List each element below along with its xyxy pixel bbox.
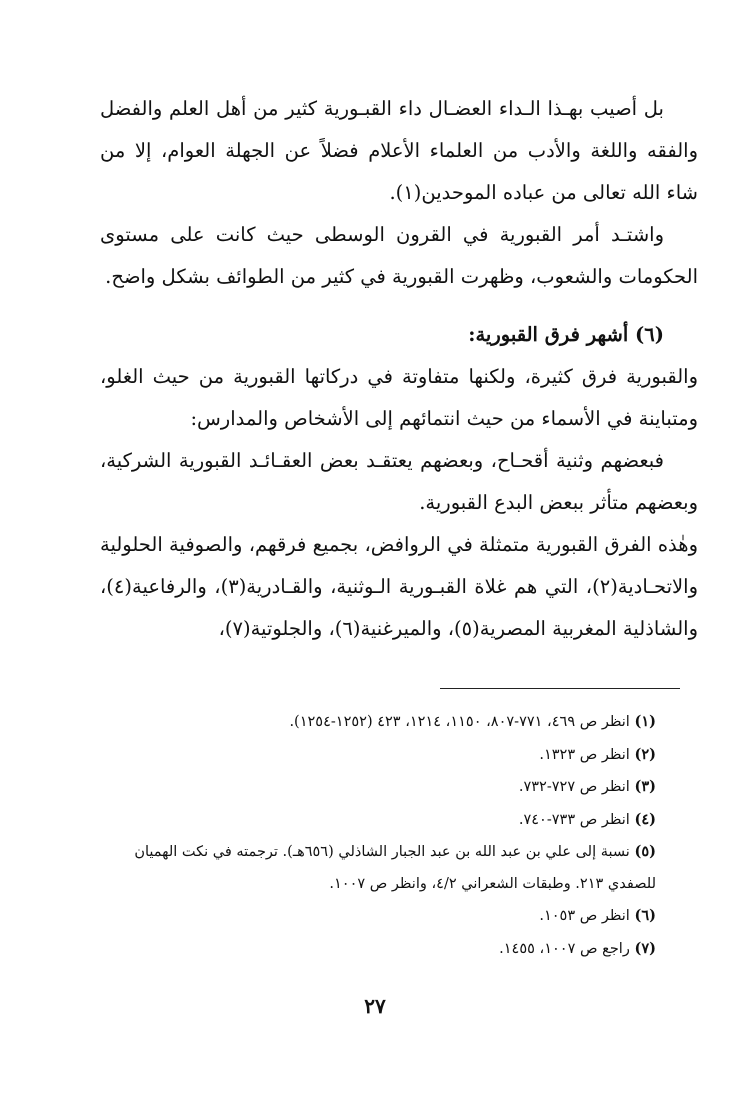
footnote bbox=[90, 771, 700, 804]
footnote-number: (١) bbox=[634, 713, 656, 730]
footnote-text: انظر ص ٤٦٩، ٧٧١-٨٠٧، ١١٥٠، ١٢١٤، ٤٢٣ (١٢٥٢-١٢٥٤). bbox=[289, 714, 630, 730]
footnote-text: انظر ص ١٣٢٣. bbox=[539, 746, 630, 763]
paragraph-3: والقبورية فرق كثيرة، ولكنها متفاوتة في دركاتها القبورية من حيث الغلو، ومتباينة في الأسماء من حيث انتمائهم إلى الأشخاص والمدارس: bbox=[100, 365, 698, 430]
footnote-number: (٢) bbox=[634, 745, 656, 763]
footnote-text: انظر ص ١٠٥٣. bbox=[539, 908, 630, 924]
footnote-text: انظر ص ٧٣٣-٧٤٠. bbox=[518, 811, 630, 828]
footnote bbox=[90, 836, 700, 900]
footnote-number: (٦) bbox=[634, 907, 656, 924]
footnote-text: انظر ص ٧٢٧-٧٣٢. bbox=[518, 779, 630, 795]
footnote-number: (٧) bbox=[634, 939, 656, 957]
footnote-divider bbox=[440, 688, 680, 689]
footnote bbox=[90, 739, 700, 772]
footnote bbox=[90, 900, 700, 933]
main-text bbox=[100, 88, 698, 650]
paragraph-1: بل أصيب بهـذا الـداء العضـال داء القبـورية كثير من أهل العلم والفضل والفقه واللغة والأدب من العلماء الأعلام فضلاً عن الجهلة العوام، إلا من شاء الله تعالى من عباده الموحدين(١). bbox=[100, 97, 698, 204]
footnote bbox=[90, 933, 700, 966]
footnote bbox=[90, 706, 700, 739]
footnote bbox=[90, 804, 700, 837]
section-heading: (٦) أشهر فرق القبورية: bbox=[468, 323, 664, 346]
footnote-text: نسبة إلى علي بن عبد الله بن عبد الجبار الشاذلي (٦٥٦هـ). ترجمته في نكت الهميان للصفدي ٢١٣. وطبقات الشعراني ٤/٢، وانظر ص ١٠٠٧. bbox=[134, 844, 656, 892]
footnote-number: (٤) bbox=[634, 810, 656, 828]
footnotes bbox=[90, 706, 700, 965]
paragraph-4: فبعضهم وثنية أقحـاح، وبعضهم يعتقـد بعض العقـائـد القبورية الشركية، وبعضهم متأثر ببعض البدع القبورية. bbox=[100, 449, 698, 514]
footnote-text: راجع ص ١٠٠٧، ١٤٥٥. bbox=[499, 940, 630, 957]
page-number: ٢٧ bbox=[364, 994, 386, 1018]
footnote-number: (٣) bbox=[634, 778, 656, 795]
paragraph-5: وهٰذه الفرق القبورية متمثلة في الروافض، بجميع فرقهم، والصوفية الحلولية والاتحـادية(٢)، التي هم غلاة القبـورية الـوثنية، والقـادرية(٣)، والرفاعية(٤)، والشاذلية المغربية المصرية(٥)، والميرغنية(٦)، والجلوتية(٧)، bbox=[100, 533, 698, 640]
paragraph-2: واشتـد أمر القبورية في القرون الوسطى حيث كانت على مستوى الحكومات والشعوب، وظهرت القبورية في كثير من الطوائف بشكل واضح. bbox=[100, 223, 698, 288]
footnote-number: (٥) bbox=[634, 843, 656, 860]
